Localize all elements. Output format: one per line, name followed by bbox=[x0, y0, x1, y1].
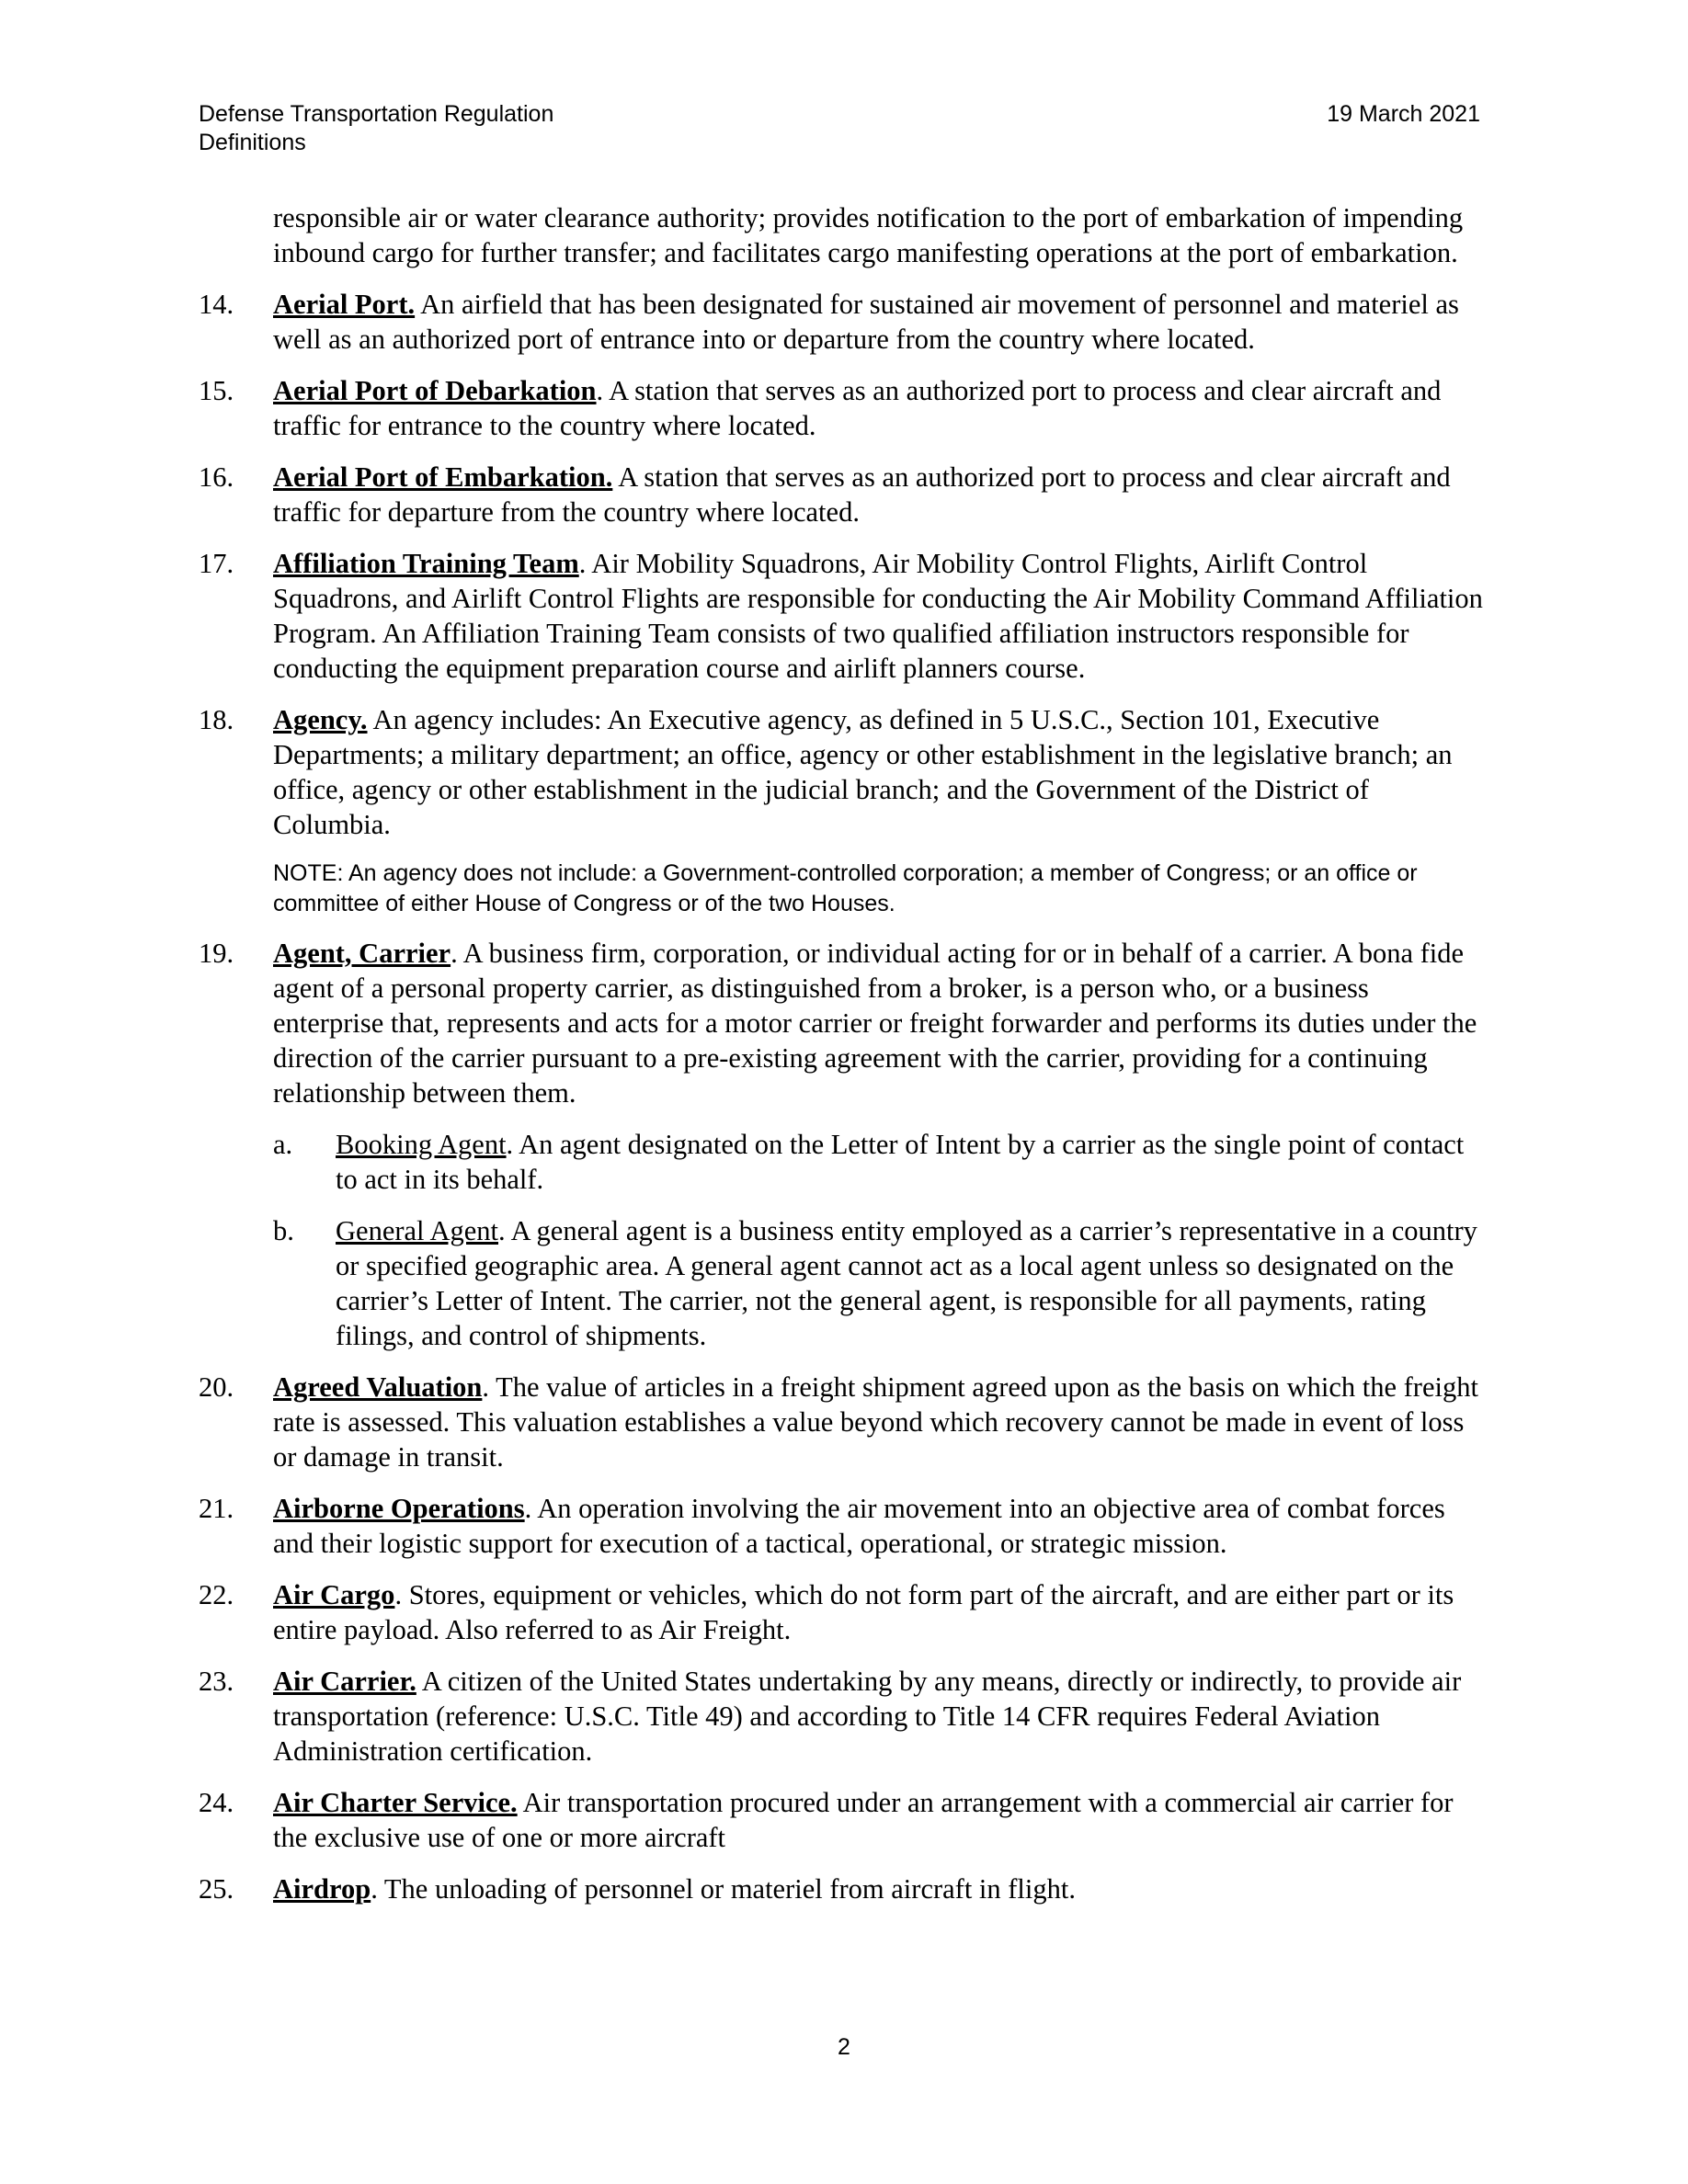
item-number: 16. bbox=[199, 461, 234, 493]
item-text bbox=[273, 1491, 1486, 1561]
item-term-punct: . bbox=[451, 938, 458, 969]
item-text bbox=[273, 1664, 1486, 1769]
item-text bbox=[273, 1785, 1486, 1855]
item-definition: An agency includes: An Executive agency, as defined in 5 U.S.C., Section 101, Executive Departments; a military department; an office, agency or other establishment in the legislative branch; an office, agency or other establishment in the judicial branch; and the Government of the District of Columbia. bbox=[273, 704, 1453, 840]
item-number: 17. bbox=[199, 548, 234, 579]
item-text bbox=[273, 1577, 1486, 1647]
item-number: 14. bbox=[199, 289, 234, 320]
item-term: Air Charter Service. bbox=[273, 1787, 518, 1818]
sub-definition-item bbox=[273, 1127, 1486, 1197]
item-term: Airborne Operations bbox=[273, 1493, 525, 1524]
item-term: Airdrop bbox=[273, 1873, 371, 1905]
item-text bbox=[273, 936, 1486, 1110]
header-title: Defense Transportation Regulation bbox=[199, 101, 554, 127]
sub-item-term: General Agent bbox=[336, 1215, 498, 1246]
item-term: Agent, Carrier bbox=[273, 938, 451, 969]
item-text bbox=[273, 546, 1486, 686]
item-term: Aerial Port of Debarkation bbox=[273, 375, 597, 406]
agency-note: NOTE: An agency does not include: a Government-controlled corporation; a member of Congress; or an office or committee of either House of Congress or of the two Houses. bbox=[273, 860, 1418, 916]
definition-item bbox=[199, 1871, 1486, 1906]
sub-item-letter: a. bbox=[273, 1129, 293, 1160]
item-definition: An operation involving the air movement into an objective area of combat forces and their logistic support for execution of a tactical, operational, or strategic mission. bbox=[273, 1493, 1445, 1559]
item-definition: A station that serves as an authorized port to process and clear aircraft and traffic for departure from the country where located. bbox=[273, 461, 1451, 528]
item-definition: Stores, equipment or vehicles, which do not form part of the aircraft, and are either part or its entire payload. Also referred to as Air Freight. bbox=[273, 1579, 1454, 1645]
item-text bbox=[273, 373, 1486, 443]
item-number: 25. bbox=[199, 1873, 234, 1905]
sub-definition-item bbox=[273, 1213, 1486, 1353]
sub-item-definition: . An agent designated on the Letter of Intent by a carrier as the single point of contact to act in its behalf. bbox=[336, 1129, 1465, 1195]
item-term-punct: . bbox=[596, 375, 604, 406]
item-definition: The unloading of personnel or materiel from aircraft in flight. bbox=[377, 1873, 1076, 1905]
sub-item-definition: . A general agent is a business entity employed as a carrier’s representative in a country or specified geographic area. A general agent cannot act as a local agent unless so designated on the carrier’s Letter of Intent. The carrier, not the general agent, is responsible for all payments, rating filings, and control of shipments. bbox=[336, 1215, 1477, 1351]
item-term-punct: . bbox=[482, 1371, 490, 1403]
definition-item bbox=[199, 1664, 1486, 1769]
definition-item bbox=[199, 936, 1486, 1110]
item-term: Agency. bbox=[273, 704, 368, 735]
definition-item bbox=[199, 1370, 1486, 1474]
item-term-punct: . bbox=[578, 548, 587, 579]
item-number: 19. bbox=[199, 938, 234, 969]
sub-item-text bbox=[336, 1213, 1486, 1353]
item-definition: An airfield that has been designated for sustained air movement of personnel and materiel as well as an authorized port of entrance into or departure from the country where located. bbox=[273, 289, 1459, 355]
item-number: 24. bbox=[199, 1787, 234, 1818]
item-term: Air Cargo bbox=[273, 1579, 395, 1610]
item-text bbox=[273, 460, 1486, 529]
item-term: Aerial Port. bbox=[273, 289, 416, 320]
item-number: 22. bbox=[199, 1579, 234, 1610]
item-definition: Air Mobility Squadrons, Air Mobility Control Flights, Airlift Control Squadrons, and Airlift Control Flights are responsible for conducting the Air Mobility Command Affiliation Program. An Affiliation Training Team consists of two qualified affiliation instructors responsible for conducting the equipment preparation course and airlift planners course. bbox=[273, 548, 1483, 684]
definition-item bbox=[199, 373, 1486, 443]
item-number: 20. bbox=[199, 1371, 234, 1403]
definition-item bbox=[199, 460, 1486, 529]
definition-item bbox=[199, 1577, 1486, 1647]
definitions-body bbox=[199, 200, 1486, 1923]
sub-item-letter: b. bbox=[273, 1215, 294, 1246]
item-definition: A citizen of the United States undertaking by any means, directly or indirectly, to provide air transportation (reference: U.S.C. Title 49) and according to Title 14 CFR requires Federal Aviation Administration certification. bbox=[273, 1666, 1462, 1767]
item-definition: A business firm, corporation, or individual acting for or in behalf of a carrier. A bona fide agent of a personal property carrier, as distinguished from a broker, is a person who, or a business enterprise that, represents and acts for a motor carrier or freight forwarder and performs its duties under the direction of the carrier pursuant to a pre-existing agreement with the carrier, providing for a continuing relationship between them. bbox=[273, 938, 1477, 1109]
header-date: 19 March 2021 bbox=[1327, 101, 1480, 127]
item-number: 18. bbox=[199, 704, 234, 735]
item-number: 21. bbox=[199, 1493, 234, 1524]
item-text bbox=[273, 1370, 1486, 1474]
header-subtitle: Definitions bbox=[199, 130, 306, 155]
item-number: 23. bbox=[199, 1666, 234, 1697]
item-term: Agreed Valuation bbox=[273, 1371, 483, 1403]
sub-item-term: Booking Agent bbox=[336, 1129, 507, 1160]
item-term-punct: . bbox=[371, 1873, 378, 1905]
item-definition: The value of articles in a freight shipment agreed upon as the basis on which the freight rate is assessed. This valuation establishes a value beyond which recovery cannot be made in event of loss or damage in transit. bbox=[273, 1371, 1478, 1473]
item-definition: A station that serves as an authorized port to process and clear aircraft and traffic for entrance to the country where located. bbox=[273, 375, 1442, 441]
definition-item bbox=[199, 546, 1486, 686]
definition-item bbox=[199, 287, 1486, 357]
page-number: 2 bbox=[838, 2034, 850, 2060]
item-definition: Air transportation procured under an arrangement with a commercial air carrier for the exclusive use of one or more aircraft bbox=[273, 1787, 1454, 1853]
continuation-paragraph: responsible air or water clearance authority; provides notification to the port of embarkation of impending inbound cargo for further transfer; and facilitates cargo manifesting operations at the port of embarkation. bbox=[273, 202, 1464, 268]
item-number: 15. bbox=[199, 375, 234, 406]
item-term-punct: . bbox=[524, 1493, 532, 1524]
definition-item bbox=[199, 702, 1486, 842]
sub-item-text bbox=[336, 1127, 1486, 1197]
definition-item bbox=[199, 1785, 1486, 1855]
item-text bbox=[273, 1871, 1486, 1906]
item-text bbox=[273, 702, 1486, 842]
item-term-punct: . bbox=[394, 1579, 403, 1610]
item-term: Aerial Port of Embarkation. bbox=[273, 461, 613, 493]
item-term: Air Carrier. bbox=[273, 1666, 416, 1697]
definition-item bbox=[199, 1491, 1486, 1561]
item-text bbox=[273, 287, 1486, 357]
item-term: Affiliation Training Team bbox=[273, 548, 579, 579]
